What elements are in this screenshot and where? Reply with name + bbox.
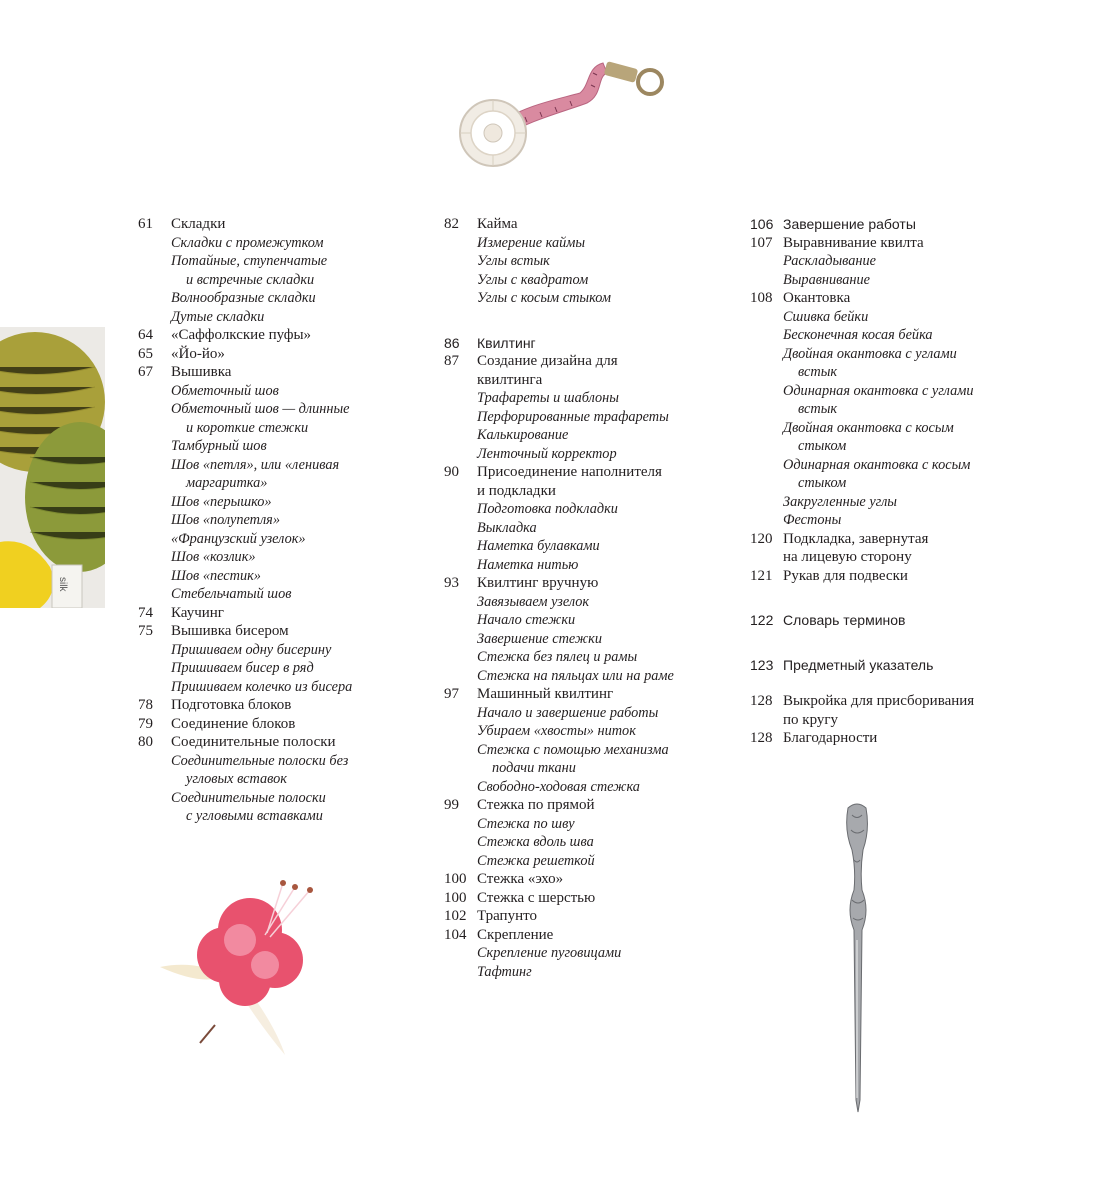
toc-text-line: Благодарности [783, 730, 878, 746]
toc-text-line: и встречные складки [186, 271, 315, 288]
toc-text-line: Пришиваем колечко из бисера [171, 678, 353, 695]
toc-text-line: Двойная окантовка с углами [783, 345, 957, 362]
toc-entry [444, 796, 734, 870]
toc-text-line: Стежка с шерстью [477, 889, 596, 906]
toc-text-line: Убираем «хвосты» ниток [477, 723, 636, 739]
toc-entry-row[interactable] [750, 611, 1010, 630]
toc-entry [750, 530, 1010, 567]
toc-entry-row[interactable] [138, 696, 408, 715]
page-number: 99 [444, 797, 459, 813]
toc-text-line: Скрепление [477, 926, 554, 943]
toc-spacer [750, 630, 1010, 656]
toc-text-line: Пришиваем одну бисерину [171, 641, 332, 658]
toc-text-line: Выравнивание квилта [783, 234, 924, 251]
toc-text-line: Соединение блоков [171, 715, 296, 732]
entry-title [783, 656, 1010, 675]
toc-text-line: Шов «перышко» [171, 493, 272, 510]
page-number: 108 [750, 290, 773, 306]
entry-title [477, 215, 734, 234]
toc-entry [750, 567, 1010, 586]
toc-entry [138, 215, 408, 326]
toc-text-line: Квилтинг вручную [477, 575, 599, 591]
toc-subentry[interactable] [444, 271, 734, 290]
toc-text-line: Стежка на пяльцах или на раме [477, 667, 674, 684]
toc-text-line: Обметочный шов — длинные [171, 401, 350, 417]
toc-subentry[interactable] [444, 519, 734, 538]
entry-title [477, 870, 734, 889]
toc-subentry[interactable] [750, 456, 1010, 493]
entry-title [477, 352, 734, 389]
toc-text-line: с угловыми вставками [186, 808, 323, 824]
page-number: 123 [750, 656, 774, 673]
toc-entry [138, 345, 408, 364]
page-number: 128 [750, 693, 773, 709]
page-number: 67 [138, 364, 153, 380]
toc-text-line: Углы с косым стыком [477, 290, 611, 306]
toc-text-line: Шов «полупетля» [171, 512, 280, 528]
entry-title [477, 889, 734, 908]
toc-text-line: Бесконечная косая бейка [783, 327, 933, 343]
toc-entry-row[interactable] [444, 889, 734, 908]
entry-title [477, 685, 734, 704]
toc-entry [444, 907, 734, 926]
toc-subentry[interactable] [750, 326, 1010, 345]
entry-title [783, 729, 1010, 748]
toc-entry [138, 326, 408, 345]
toc-text-line: Соединительные полоски без [171, 752, 349, 769]
toc-subentry[interactable] [444, 445, 734, 464]
page-number: 128 [750, 730, 773, 746]
toc-entry-row[interactable] [444, 334, 734, 353]
toc-text-line: Потайные, ступенчатые [171, 253, 328, 269]
page-number: 74 [138, 604, 153, 621]
page-number: 90 [444, 464, 459, 480]
toc-text-line: Стежка «эхо» [477, 871, 564, 887]
toc-section [750, 611, 1010, 630]
toc-subentry[interactable] [444, 833, 734, 852]
toc-subentry[interactable] [444, 704, 734, 723]
toc-subentry[interactable] [138, 585, 408, 604]
spool-label: silk [57, 577, 68, 592]
toc-subentry[interactable] [444, 408, 734, 427]
toc-text-line: подачи ткани [492, 760, 576, 776]
toc-entry [444, 215, 734, 308]
toc-entry [138, 696, 408, 715]
entry-title [477, 574, 734, 593]
toc-text-line: Соединительные полоски [171, 734, 336, 750]
page-number: 120 [750, 530, 773, 547]
toc-entry-row[interactable] [444, 796, 734, 815]
thread-spools-icon [0, 327, 105, 608]
toc-text-line: Квилтинг [477, 334, 536, 351]
toc-subentry[interactable] [444, 815, 734, 834]
toc-subentry[interactable] [138, 752, 408, 789]
toc-subentry[interactable] [750, 419, 1010, 456]
page-number: 65 [138, 345, 153, 362]
entry-title [171, 326, 408, 345]
toc-text-line: по кругу [783, 711, 839, 728]
toc-subentry[interactable] [444, 778, 734, 797]
page-number: 100 [444, 871, 467, 887]
toc-text-line: Волнообразные складки [171, 290, 316, 306]
toc-entry [138, 715, 408, 734]
toc-text-line: Одинарная окантовка с косым [783, 456, 971, 473]
toc-text-line: «Саффолкские пуфы» [171, 327, 312, 343]
toc-text-line: Завершение работы [783, 216, 916, 232]
toc-text-line: Наметка булавками [477, 538, 600, 554]
toc-subentry[interactable] [138, 789, 408, 826]
toc-text-line: встык [798, 364, 838, 380]
entry-title [477, 334, 734, 353]
awl-icon [830, 800, 890, 1120]
toc-text-line: Шов «петля», или «ленивая [171, 456, 340, 473]
toc-text-line: Трапунто [477, 908, 537, 924]
toc-text-line: Калькирование [477, 427, 569, 443]
toc-text-line: Предметный указатель [783, 656, 934, 673]
toc-entry [138, 733, 408, 826]
entry-title [171, 604, 408, 623]
toc-text-line: Измерение каймы [477, 234, 586, 251]
toc-subentry[interactable] [750, 511, 1010, 530]
entry-title [171, 696, 408, 715]
toc-text-line: Дутые складки [171, 308, 265, 325]
page-number: 78 [138, 697, 153, 713]
toc-subentry[interactable] [138, 659, 408, 678]
toc-text-line: Стежка по прямой [477, 797, 595, 813]
toc-subentry[interactable] [444, 556, 734, 575]
toc-text-line: маргаритка» [186, 475, 268, 491]
toc-entry-row[interactable] [750, 234, 1010, 253]
page-number: 107 [750, 234, 773, 251]
toc-text-line: Выкладка [477, 519, 537, 536]
toc-entry [444, 926, 734, 982]
toc-text-line: Складки [171, 216, 226, 232]
page-number: 64 [138, 327, 153, 343]
entry-title [171, 215, 408, 234]
toc-text-line: Создание дизайна для [477, 353, 618, 369]
toc-text-line: Углы встык [477, 253, 550, 269]
page-number: 75 [138, 623, 153, 639]
toc-subentry[interactable] [444, 741, 734, 778]
toc-entry [444, 889, 734, 908]
toc-text-line: Двойная окантовка с косым [783, 419, 954, 436]
toc-subentry[interactable] [138, 437, 408, 456]
toc-entry [138, 622, 408, 696]
toc-subentry[interactable] [444, 289, 734, 308]
toc-text-line: Шов «пестик» [171, 567, 261, 584]
toc-entry-row[interactable] [750, 215, 1010, 234]
toc-subentry[interactable] [750, 345, 1010, 382]
toc-section [444, 334, 734, 353]
entry-title [477, 796, 734, 815]
toc-entry-row[interactable] [138, 604, 408, 623]
toc-entry [444, 463, 734, 574]
toc-text-line: на лицевую сторону [783, 549, 912, 565]
toc-entry-row[interactable] [138, 345, 408, 364]
toc-subentry[interactable] [444, 537, 734, 556]
page-number: 79 [138, 715, 153, 732]
toc-entry-row[interactable] [750, 656, 1010, 675]
entry-title [783, 692, 1010, 729]
toc-subentry[interactable] [750, 493, 1010, 512]
page-number: 93 [444, 575, 459, 591]
toc-entry-row[interactable] [138, 622, 408, 641]
page-number: 80 [138, 734, 153, 750]
toc-text-line: встык [798, 401, 838, 417]
tape-measure-icon [455, 55, 675, 175]
toc-subentry[interactable] [444, 963, 734, 982]
toc-text-line: Окантовка [783, 290, 851, 306]
toc-text-line: Стежка с помощью механизма [477, 741, 669, 758]
fuchsia-flower-icon [155, 875, 345, 1065]
toc-text-line: Рукав для подвески [783, 567, 908, 584]
toc-text-line: Скрепление пуговицами [477, 945, 622, 961]
toc-subentry[interactable] [138, 456, 408, 493]
toc-section [750, 215, 1010, 234]
entry-title [783, 289, 1010, 308]
toc-entry [444, 870, 734, 889]
toc-subentry[interactable] [444, 852, 734, 871]
toc-entry-row[interactable] [444, 463, 734, 500]
toc-text-line: Трафареты и шаблоны [477, 390, 619, 406]
page-number: 121 [750, 567, 773, 584]
toc-subentry[interactable] [138, 548, 408, 567]
toc-entry [138, 363, 408, 604]
toc-text-line: Подготовка блоков [171, 697, 292, 713]
entry-title [477, 463, 734, 500]
toc-subentry[interactable] [138, 530, 408, 549]
toc-text-line: Завершение стежки [477, 630, 603, 647]
toc-subentry[interactable] [444, 722, 734, 741]
entry-title [783, 215, 1010, 234]
page-number: 82 [444, 216, 459, 232]
toc-entry-row[interactable] [750, 567, 1010, 586]
toc-spacer [750, 674, 1010, 692]
toc-subentry[interactable] [750, 271, 1010, 290]
toc-text-line: и подкладки [477, 482, 556, 499]
toc-text-line: Начало стежки [477, 612, 576, 628]
toc-text-line: Начало и завершение работы [477, 704, 659, 721]
toc-text-line: Соединительные полоски [171, 789, 326, 806]
toc-subentry[interactable] [138, 234, 408, 253]
toc-text-line: Одинарная окантовка с углами [783, 382, 974, 399]
entry-title [171, 715, 408, 734]
toc-subentry[interactable] [138, 308, 408, 327]
toc-subentry[interactable] [138, 641, 408, 660]
toc-subentry[interactable] [444, 389, 734, 408]
page-number: 122 [750, 612, 774, 628]
toc-text-line: «Йо-йо» [171, 345, 225, 362]
page-number: 97 [444, 686, 459, 702]
toc-text-line: и короткие стежки [186, 419, 309, 436]
toc-text-line: Выравнивание [783, 271, 871, 288]
toc-text-line: Углы с квадратом [477, 271, 589, 288]
toc-text-line: Тамбурный шов [171, 438, 267, 454]
toc-entry [444, 574, 734, 685]
toc-entry-row[interactable] [750, 729, 1010, 748]
toc-subentry[interactable] [444, 648, 734, 667]
toc-spacer [444, 308, 734, 334]
toc-entry-row[interactable] [138, 715, 408, 734]
toc-text-line: Словарь терминов [783, 612, 906, 628]
toc-entry-row[interactable] [444, 870, 734, 889]
toc-entry [138, 604, 408, 623]
toc-text-line: Свободно-ходовая стежка [477, 778, 640, 795]
toc-entry-row[interactable] [138, 733, 408, 752]
toc-subentry[interactable] [138, 289, 408, 308]
toc-text-line: Стежка по шву [477, 815, 575, 832]
toc-column-2 [444, 215, 734, 981]
toc-subentry[interactable] [750, 252, 1010, 271]
toc-text-line: «Французский узелок» [171, 530, 306, 547]
toc-subentry[interactable] [138, 400, 408, 437]
entry-title [171, 345, 408, 364]
toc-text-line: Сшивка бейки [783, 308, 869, 325]
toc-entry [750, 234, 1010, 290]
toc-subentry[interactable] [750, 308, 1010, 327]
toc-column-1 [138, 215, 408, 826]
toc-text-line: Завязываем узелок [477, 593, 590, 610]
toc-entry-row[interactable] [750, 289, 1010, 308]
toc-text-line: Каучинг [171, 604, 224, 621]
toc-subentry[interactable] [444, 944, 734, 963]
page-number: 86 [444, 334, 460, 351]
toc-text-line: Пришиваем бисер в ряд [171, 660, 314, 676]
toc-entry [444, 352, 734, 463]
toc-subentry[interactable] [138, 678, 408, 697]
toc-entry-row[interactable] [138, 215, 408, 234]
toc-text-line: Стежка вдоль шва [477, 834, 594, 850]
toc-entry [750, 289, 1010, 530]
toc-text-line: Ленточный корректор [477, 445, 617, 462]
entry-title [477, 926, 734, 945]
page-number: 106 [750, 216, 774, 232]
toc-text-line: Тафтинг [477, 963, 532, 980]
toc-text-line: Закругленные углы [783, 493, 897, 510]
entry-title [783, 234, 1010, 253]
toc-text-line: Обметочный шов [171, 382, 279, 399]
toc-text-line: угловых вставок [186, 771, 287, 787]
toc-text-line: Машинный квилтинг [477, 686, 614, 702]
toc-subentry[interactable] [444, 593, 734, 612]
toc-subentry[interactable] [138, 382, 408, 401]
toc-subentry[interactable] [138, 567, 408, 586]
toc-text-line: Перфорированные трафареты [477, 408, 669, 425]
toc-text-line: Подкладка, завернутая [783, 530, 929, 547]
page-number: 61 [138, 216, 153, 232]
toc-text-line: Вышивка бисером [171, 623, 289, 639]
entry-title [477, 907, 734, 926]
entry-title [171, 363, 408, 382]
page-number: 87 [444, 353, 459, 369]
toc-entry-row[interactable] [444, 907, 734, 926]
toc-text-line: квилтинга [477, 371, 543, 388]
toc-text-line: Выкройка для присборивания [783, 693, 975, 709]
toc-text-line: Фестоны [783, 512, 842, 528]
toc-subentry[interactable] [138, 511, 408, 530]
toc-text-line: Стебельчатый шов [171, 586, 292, 602]
entry-title [171, 733, 408, 752]
toc-text-line: Вышивка [171, 364, 232, 380]
entry-title [783, 611, 1010, 630]
toc-entry-row[interactable] [444, 352, 734, 389]
toc-entry-row[interactable] [444, 685, 734, 704]
toc-subentry[interactable] [750, 382, 1010, 419]
toc-entry-row[interactable] [444, 215, 734, 234]
page-number: 100 [444, 889, 467, 906]
toc-column-3 [750, 215, 1010, 748]
toc-entry [750, 692, 1010, 729]
toc-entry-row[interactable] [750, 692, 1010, 729]
toc-spacer [750, 585, 1010, 611]
toc-entry-row[interactable] [750, 530, 1010, 567]
toc-subentry[interactable] [444, 500, 734, 519]
toc-section [750, 656, 1010, 675]
toc-subentry[interactable] [444, 611, 734, 630]
toc-entry-row[interactable] [444, 574, 734, 593]
toc-entry [444, 685, 734, 796]
toc-subentry[interactable] [138, 252, 408, 289]
toc-subentry[interactable] [138, 493, 408, 512]
toc-text-line: Кайма [477, 216, 518, 232]
page-number: 102 [444, 908, 467, 924]
toc-subentry[interactable] [444, 252, 734, 271]
toc-text-line: Складки с промежутком [171, 234, 324, 251]
toc-text-line: Наметка нитью [477, 556, 579, 573]
toc-text-line: Шов «козлик» [171, 549, 256, 565]
toc-entry-row[interactable] [138, 326, 408, 345]
toc-text-line: стыком [798, 475, 847, 491]
toc-subentry[interactable] [444, 630, 734, 649]
toc-text-line: стыком [798, 438, 847, 454]
toc-text-line: Раскладывание [783, 253, 876, 269]
toc-subentry[interactable] [444, 234, 734, 253]
toc-text-line: Стежка решеткой [477, 852, 595, 869]
toc-text-line: Стежка без пялец и рамы [477, 649, 638, 665]
toc-entry [750, 729, 1010, 748]
toc-text-line: Присоединение наполнителя [477, 464, 662, 480]
toc-entry-row[interactable] [138, 363, 408, 382]
page-number: 104 [444, 926, 467, 943]
toc-entry-row[interactable] [444, 926, 734, 945]
toc-text-line: Подготовка подкладки [477, 501, 618, 517]
entry-title [783, 530, 1010, 567]
entry-title [783, 567, 1010, 586]
toc-subentry[interactable] [444, 667, 734, 686]
toc-subentry[interactable] [444, 426, 734, 445]
entry-title [171, 622, 408, 641]
